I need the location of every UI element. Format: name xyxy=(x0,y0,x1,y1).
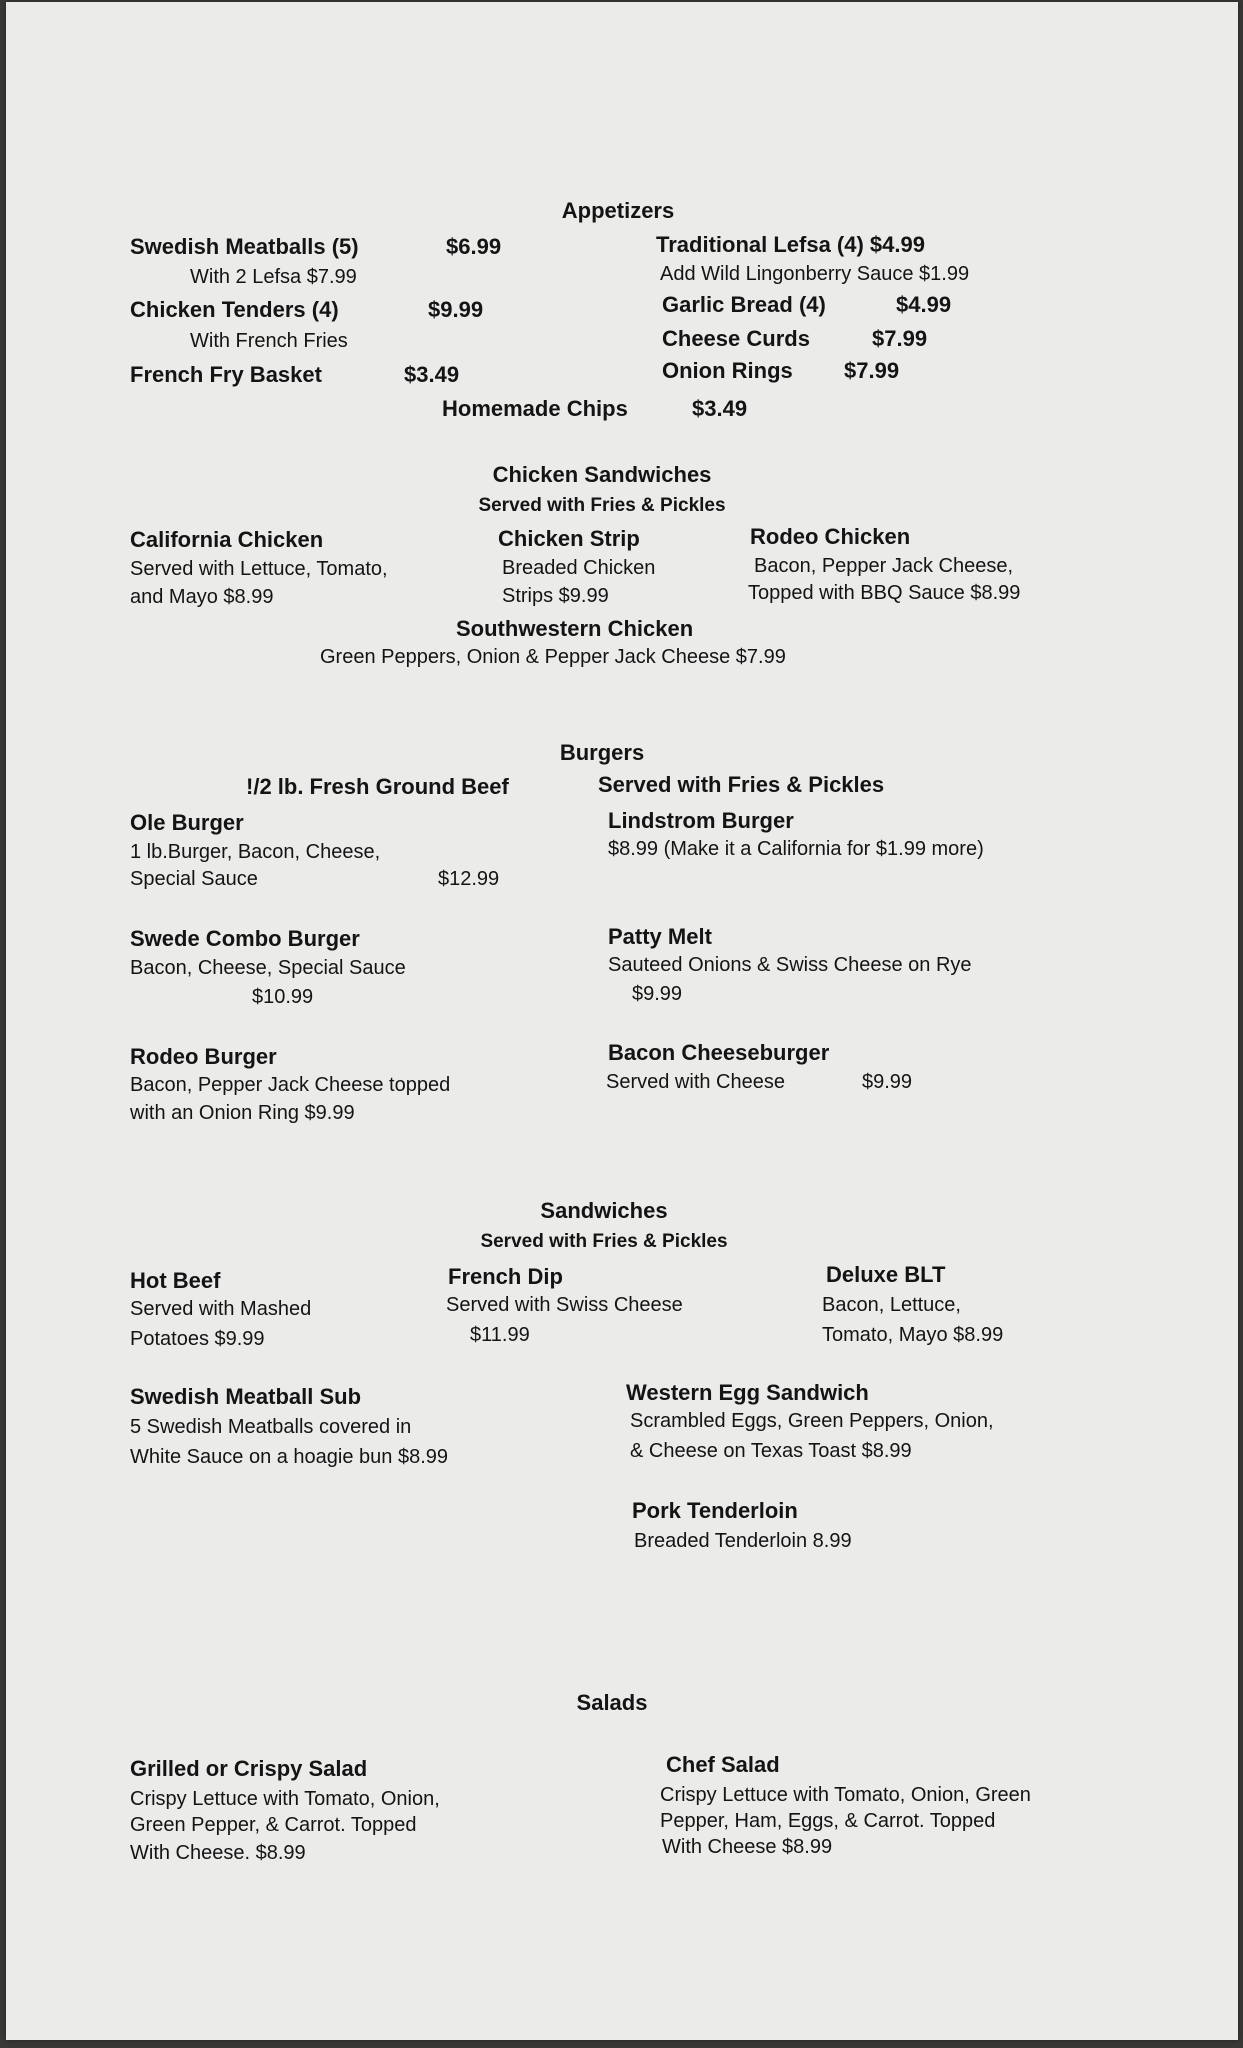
desc-lindstrom-burger: $8.99 (Make it a California for $1.99 more) xyxy=(608,838,984,860)
item-cheese-curds: Cheese Curds xyxy=(662,326,810,351)
desc-swede-combo-burger: Bacon, Cheese, Special Sauce xyxy=(130,957,406,979)
desc-chef-salad-3: With Cheese $8.99 xyxy=(662,1836,833,1858)
item-california-chicken: California Chicken xyxy=(130,527,324,552)
item-lindstrom-burger: Lindstrom Burger xyxy=(608,808,794,833)
price-onion-rings: $7.99 xyxy=(844,358,900,383)
item-french-dip: French Dip xyxy=(448,1264,563,1289)
desc-rodeo-chicken-2: Topped with BBQ Sauce $8.99 xyxy=(748,582,1021,604)
item-rodeo-burger: Rodeo Burger xyxy=(130,1044,277,1069)
item-pork-tenderloin: Pork Tenderloin xyxy=(632,1498,798,1523)
desc-california-chicken-1: Served with Lettuce, Tomato, xyxy=(130,558,388,580)
section-title-appetizers: Appetizers xyxy=(561,198,675,223)
desc-california-chicken-2: and Mayo $8.99 xyxy=(130,586,274,608)
desc-rodeo-burger-2: with an Onion Ring $9.99 xyxy=(130,1102,355,1124)
desc-deluxe-blt-1: Bacon, Lettuce, xyxy=(822,1294,961,1316)
desc-western-egg-sandwich-2: & Cheese on Texas Toast $8.99 xyxy=(630,1440,912,1462)
item-ole-burger: Ole Burger xyxy=(130,810,244,835)
item-chicken-tenders: Chicken Tenders (4) xyxy=(130,297,339,322)
item-chef-salad: Chef Salad xyxy=(666,1752,780,1777)
item-swedish-meatballs: Swedish Meatballs (5) xyxy=(130,234,359,259)
desc-hot-beef-1: Served with Mashed xyxy=(130,1298,312,1320)
desc-chicken-strip-2: Strips $9.99 xyxy=(502,585,609,607)
item-western-egg-sandwich: Western Egg Sandwich xyxy=(626,1380,869,1405)
item-onion-rings: Onion Rings xyxy=(662,358,793,383)
desc-hot-beef-2: Potatoes $9.99 xyxy=(130,1328,265,1350)
desc-rodeo-burger-1: Bacon, Pepper Jack Cheese topped xyxy=(130,1074,451,1096)
desc-grilled-salad-3: With Cheese. $8.99 xyxy=(130,1842,306,1864)
desc-grilled-salad-1: Crispy Lettuce with Tomato, Onion, xyxy=(130,1788,440,1810)
desc-traditional-lefsa: Add Wild Lingonberry Sauce $1.99 xyxy=(660,263,970,285)
desc-rodeo-chicken-1: Bacon, Pepper Jack Cheese, xyxy=(754,555,1014,577)
price-swedish-meatballs: $6.99 xyxy=(446,234,502,259)
price-ole-burger: $12.99 xyxy=(438,868,500,890)
item-homemade-chips: Homemade Chips xyxy=(442,396,628,421)
item-swede-combo-burger: Swede Combo Burger xyxy=(130,926,360,951)
section-title-chicken-sandwiches: Chicken Sandwiches xyxy=(492,462,712,487)
desc-chef-salad-1: Crispy Lettuce with Tomato, Onion, Green xyxy=(660,1784,1031,1806)
section-subtitle-sandwiches: Served with Fries & Pickles xyxy=(480,1231,728,1252)
item-southwestern-chicken: Southwestern Chicken xyxy=(456,616,694,641)
price-garlic-bread: $4.99 xyxy=(896,292,952,317)
section-title-burgers: Burgers xyxy=(559,740,645,765)
desc-swedish-meatballs: With 2 Lefsa $7.99 xyxy=(190,266,357,288)
section-subtitle-burgers-right: Served with Fries & Pickles xyxy=(598,772,885,797)
item-traditional-lefsa: Traditional Lefsa (4) $4.99 xyxy=(656,232,925,257)
item-swedish-meatball-sub: Swedish Meatball Sub xyxy=(130,1384,362,1409)
item-rodeo-chicken: Rodeo Chicken xyxy=(750,524,911,549)
desc-chicken-strip-1: Breaded Chicken xyxy=(502,557,656,579)
item-deluxe-blt: Deluxe BLT xyxy=(826,1262,946,1287)
desc-pork-tenderloin: Breaded Tenderloin 8.99 xyxy=(634,1530,852,1552)
section-subtitle-chicken-sandwiches: Served with Fries & Pickles xyxy=(478,495,726,516)
desc-patty-melt: Sauteed Onions & Swiss Cheese on Rye xyxy=(608,954,972,976)
desc-bacon-cheeseburger: Served with Cheese xyxy=(606,1071,785,1093)
desc-chef-salad-2: Pepper, Ham, Eggs, & Carrot. Topped xyxy=(660,1810,996,1832)
desc-swedish-meatball-sub-1: 5 Swedish Meatballs covered in xyxy=(130,1416,412,1438)
desc-western-egg-sandwich-1: Scrambled Eggs, Green Peppers, Onion, xyxy=(630,1410,994,1432)
item-grilled-or-crispy-salad: Grilled or Crispy Salad xyxy=(130,1756,368,1781)
item-chicken-strip: Chicken Strip xyxy=(498,526,640,551)
desc-french-dip: Served with Swiss Cheese xyxy=(446,1294,683,1316)
price-chicken-tenders: $9.99 xyxy=(428,297,484,322)
price-swede-combo-burger: $10.99 xyxy=(252,986,314,1008)
price-homemade-chips: $3.49 xyxy=(692,396,748,421)
price-french-dip: $11.99 xyxy=(470,1324,530,1346)
item-hot-beef: Hot Beef xyxy=(130,1268,221,1293)
item-garlic-bread: Garlic Bread (4) xyxy=(662,292,826,317)
menu-page xyxy=(6,2,1238,2040)
price-french-fry-basket: $3.49 xyxy=(404,362,460,387)
desc-grilled-salad-2: Green Pepper, & Carrot. Topped xyxy=(130,1814,417,1836)
desc-deluxe-blt-2: Tomato, Mayo $8.99 xyxy=(822,1324,1004,1346)
item-bacon-cheeseburger: Bacon Cheeseburger xyxy=(608,1040,830,1065)
price-bacon-cheeseburger: $9.99 xyxy=(862,1071,913,1093)
desc-ole-burger-2: Special Sauce xyxy=(130,868,258,890)
price-patty-melt: $9.99 xyxy=(632,983,683,1005)
item-french-fry-basket: French Fry Basket xyxy=(130,362,322,387)
item-patty-melt: Patty Melt xyxy=(608,924,712,949)
desc-swedish-meatball-sub-2: White Sauce on a hoagie bun $8.99 xyxy=(130,1446,449,1468)
section-subtitle-burgers-left: !/2 lb. Fresh Ground Beef xyxy=(246,774,509,799)
desc-chicken-tenders: With French Fries xyxy=(190,330,348,352)
section-title-sandwiches: Sandwiches xyxy=(540,1198,668,1223)
price-cheese-curds: $7.99 xyxy=(872,326,928,351)
desc-ole-burger-1: 1 lb.Burger, Bacon, Cheese, xyxy=(130,841,381,863)
section-title-salads: Salads xyxy=(576,1690,648,1715)
desc-southwestern-chicken: Green Peppers, Onion & Pepper Jack Cheese $7.99 xyxy=(320,646,786,668)
